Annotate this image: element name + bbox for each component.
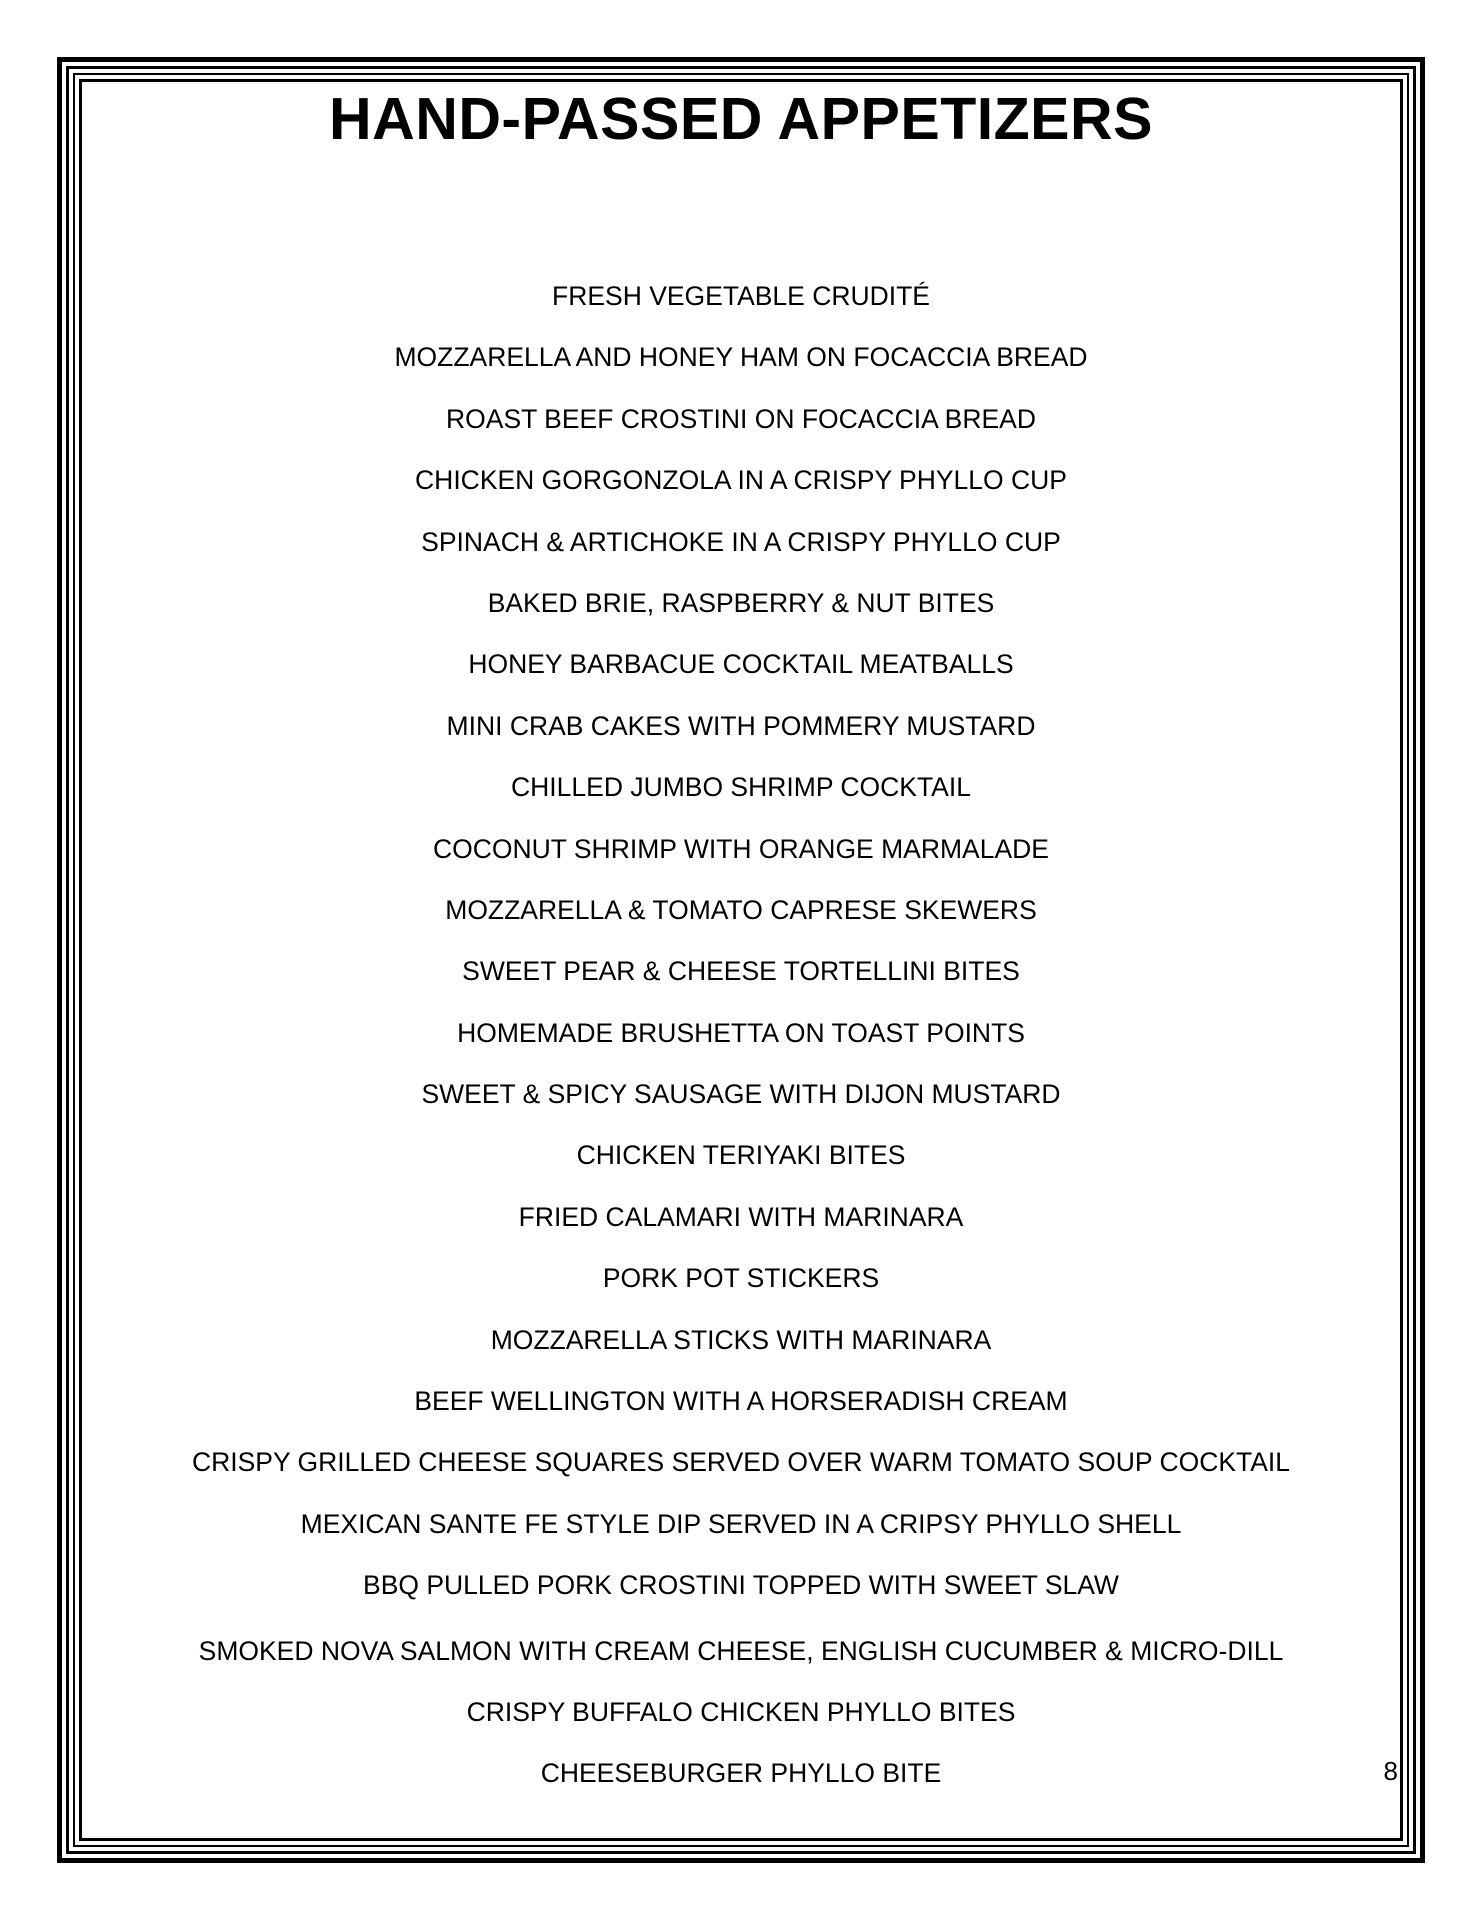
menu-item: MINI CRAB CAKES WITH POMMERY MUSTARD [446,710,1036,741]
menu-item: BAKED BRIE, RASPBERRY & NUT BITES [487,587,995,618]
menu-item: HOMEMADE BRUSHETTA ON TOAST POINTS [457,1017,1025,1048]
menu-item: FRIED CALAMARI WITH MARINARA [518,1201,964,1232]
menu-item: BBQ PULLED PORK CROSTINI TOPPED WITH SWEET SLAW [363,1570,1119,1601]
menu-item: ROAST BEEF CROSTINI ON FOCACCIA BREAD [446,403,1036,434]
menu-item: CRISPY BUFFALO CHICKEN PHYLLO BITES [466,1696,1016,1727]
menu-item: FRESH VEGETABLE CRUDITÉ [552,281,930,311]
menu-item: SWEET & SPICY SAUSAGE WITH DIJON MUSTARD [421,1079,1061,1110]
menu-item: BEEF WELLINGTON WITH A HORSERADISH CREAM [414,1386,1068,1417]
menu-item: CHICKEN TERIYAKI BITES [576,1140,906,1171]
menu-item: SMOKED NOVA SALMON WITH CREAM CHEESE, ENGLISH CUCUMBER & MICRO-DILL [198,1635,1284,1666]
menu-item: SPINACH & ARTICHOKE IN A CRISPY PHYLLO CUP [421,526,1061,557]
menu-item: CHEESEBURGER PHYLLO BITE [540,1758,942,1789]
menu-item: CRISPY GRILLED CHEESE SQUARES SERVED OVER WARM TOMATO SOUP COCKTAIL [191,1447,1291,1478]
appetizer-list [79,276,1403,1815]
menu-item: COCONUT SHRIMP WITH ORANGE MARMALADE [433,833,1049,864]
menu-item: HONEY BARBACUE COCKTAIL MEATBALLS [468,649,1014,680]
menu-item: PORK POT STICKERS [602,1263,880,1294]
menu-item: MOZZARELLA AND HONEY HAM ON FOCACCIA BREAD [394,342,1088,373]
menu-item: MOZZARELLA STICKS WITH MARINARA [490,1324,992,1355]
menu-item: CHILLED JUMBO SHRIMP COCKTAIL [511,772,971,803]
menu-item: MOZZARELLA & TOMATO CAPRESE SKEWERS [445,894,1037,925]
page-title: HAND-PASSED APPETIZERS [329,86,1153,152]
menu-item: SWEET PEAR & CHEESE TORTELLINI BITES [462,956,1020,987]
menu-item: MEXICAN SANTE FE STYLE DIP SERVED IN A CRIPSY PHYLLO SHELL [300,1508,1182,1539]
menu-item: CHICKEN GORGONZOLA IN A CRISPY PHYLLO CUP [415,465,1067,496]
page-number: 8 [1383,1756,1398,1786]
